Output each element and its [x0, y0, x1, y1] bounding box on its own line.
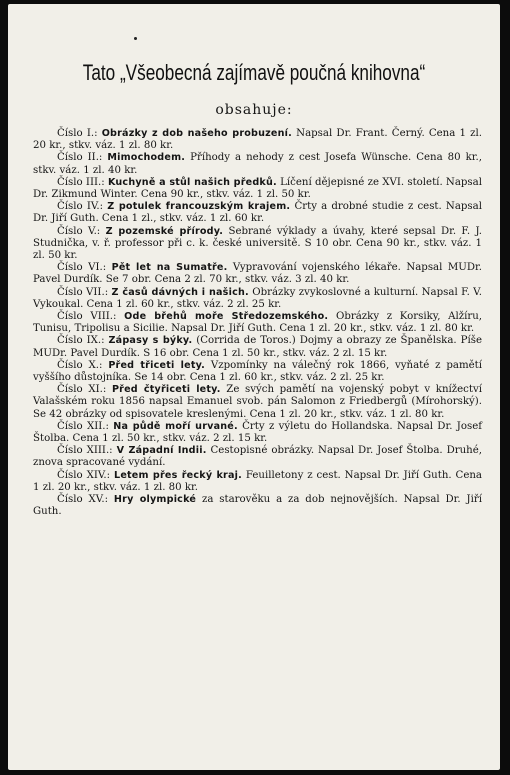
entry-number: Číslo XI.: [57, 384, 107, 396]
entry-number: Číslo IV.: [57, 201, 104, 213]
catalog-entry [33, 262, 482, 286]
entry-title: Z pozemské přírody. [105, 225, 224, 237]
entry-title: Na půdě moří urvané. [113, 420, 238, 432]
entry-title: Hry olympické [113, 494, 197, 506]
entry-title: Ode břehů moře Středozemského. [124, 311, 329, 323]
page-title: Tato „Všeobecná zajímavě poučná knihovna“ [82, 60, 426, 85]
entry-number: Číslo XII.: [57, 420, 109, 432]
entry-number: Číslo II.: [57, 152, 103, 164]
entry-title: Před třiceti lety. [108, 359, 206, 371]
catalog-entry [33, 384, 482, 421]
entry-title: Obrázky z dob našeho probuzení. [101, 128, 292, 139]
entry-number: Číslo III.: [57, 176, 105, 188]
catalog-entry [33, 152, 482, 176]
entry-title: Pět let na Sumatře. [111, 262, 228, 274]
ink-speck [134, 37, 137, 40]
entry-number: Číslo VIII.: [57, 311, 117, 323]
catalog-entry [33, 470, 482, 494]
entry-description: Napsal Dr. Frant. Černý. Cena 1 zl. 20 kr., stkv. váz. 1 zl. 80 kr. [33, 128, 482, 152]
entry-description: Feuilletony z cest. Napsal Dr. Jiří Guth. Cena 1 zl. 20 kr., stkv. váz. 1 zl. 80 kr. [33, 469, 482, 493]
page-subtitle: obsahuje: [215, 102, 293, 118]
entry-title: Kuchyně a stůl našich předků. [107, 176, 277, 188]
catalog-entry [33, 311, 482, 335]
entry-description: Obrázky z Korsiky, Alžíru, Tunisu, Tripolisu a Sicilie. Napsal Dr. Jiří Guth. Cena 1 zl. 20 kr., stkv. váz. 1 zl. 80 kr. [33, 311, 483, 335]
entry-number: Číslo XV.: [57, 494, 109, 506]
entry-description: Sebrané výklady a úvahy, které sepsal Dr. F. J. Studnička, v. ř. professor při c. k. české universitě. S 10 obr. Cena 90 kr., stkv. váz. 1 zl. 50 kr. [33, 225, 482, 262]
entry-description: za starověku a za dob nejnovějších. Napsal Dr. Jiří Guth. [33, 494, 483, 518]
catalog-entry [33, 494, 482, 518]
entry-title: Zápasy s býky. [108, 335, 193, 347]
catalog-entry [33, 445, 482, 469]
catalog-entry [33, 421, 482, 445]
entry-description: Líčení dějepisné ze XVI. století. Napsal Dr. Zikmund Winter. Cena 90 kr., stkv. váz. 1 zl. 50 kr. [33, 176, 482, 201]
entry-number: Číslo XIV.: [57, 469, 111, 481]
entry-description: Cestopisné obrázky. Napsal Dr. Josef Štolba. Druhé, znova spracované vydání. [33, 445, 482, 469]
entry-number: Číslo VII.: [57, 286, 109, 298]
book-page [8, 4, 500, 770]
entry-number: Číslo X.: [57, 359, 103, 371]
entry-description: Vypravování vojenského lékaře. Napsal MUDr. Pavel Durdík. Se 7 obr. Cena 2 zl. 70 kr., stkv. váz. 3 zl. 40 kr. [33, 262, 482, 286]
catalog-entry [33, 201, 482, 225]
catalog-entry [33, 128, 482, 152]
entry-description: Črty a drobné studie z cest. Napsal Dr. Jiří Guth. Cena 1 zl., stkv. váz. 1 zl. 60 kr. [33, 201, 482, 225]
entry-title: Z časů dávných i našich. [111, 286, 249, 298]
catalog-entry [33, 226, 482, 263]
entry-description: Črty z výletu do Hollandska. Napsal Dr. Josef Štolba. Cena 1 zl. 50 kr., stkv. váz. 2 zl. 15 kr. [33, 420, 482, 445]
entry-title: Letem přes řecký kraj. [114, 469, 242, 481]
entry-title: V Západní Indii. [116, 445, 207, 457]
entry-description: (Corrida de Toros.) Dojmy a obrazy ze Španělska. Píše MUDr. Pavel Durdík. S 16 obr. Cena 1 zl. 50 kr., stkv. váz. 2 zl. 15 kr. [33, 335, 482, 359]
entry-description: Příhody a nehody z cest Josefa Wünsche. Cena 80 kr., stkv. váz. 1 zl. 40 kr. [33, 152, 482, 176]
entry-number: Číslo IX.: [57, 335, 105, 347]
entry-title: Mimochodem. [107, 152, 186, 164]
entry-title: Před čtyřiceti lety. [111, 384, 221, 396]
catalog-entry [33, 177, 482, 201]
entry-number: Číslo XIII.: [57, 445, 113, 457]
entry-description: Obrázky zvykoslovné a kulturní. Napsal F. V. Vykoukal. Cena 1 zl. 60 kr., stkv. váz. 2 zl. 25 kr. [33, 286, 482, 310]
entry-number: Číslo V.: [57, 225, 101, 237]
entry-title: Z potulek francouzským krajem. [107, 201, 291, 213]
catalog-entry [33, 360, 482, 384]
entry-description: Ze svých pamětí na vojenský pobyt v knížectví Valašském roku 1856 napsal Emanuel svob. pán Salomon z Friedbergů (Mírohorský). Se 42 obrázky od spisovatele kreslenými. Cena 1 zl. 20 kr., stkv. váz. 1 zl. 80 kr. [33, 384, 482, 420]
catalog-list [33, 128, 482, 519]
entry-number: Číslo VI.: [57, 262, 107, 274]
entry-number: Číslo I.: [57, 128, 98, 139]
entry-description: Vzpomínky na válečný rok 1866, vyňaté z pamětí vyššího důstojníka. Se 14 obr. Cena 1 zl. 60 kr., stkv. váz. 2 zl. 25 kr. [33, 359, 482, 384]
catalog-entry [33, 287, 482, 311]
catalog-entry [33, 335, 482, 359]
